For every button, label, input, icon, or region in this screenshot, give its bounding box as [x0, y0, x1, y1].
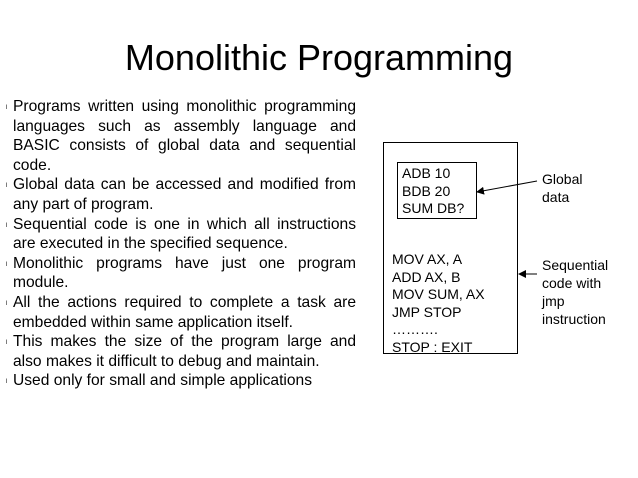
- global-data-line: ADB 10: [402, 165, 451, 181]
- label-line: data: [542, 189, 570, 205]
- bullet-marker: l: [6, 105, 8, 111]
- global-data-line: SUM DB?: [402, 200, 465, 216]
- code-line: STOP : EXIT: [392, 338, 473, 355]
- bullet-text: All the actions required to complete a task are embedded within same application itself.: [13, 293, 356, 331]
- code-line: ADD AX, B: [392, 268, 461, 285]
- bullet-text: Sequential code is one in which all instructions are executed in the specified sequence.: [13, 215, 356, 253]
- global-data-arrow: [477, 181, 537, 192]
- bullet-text: Global data can be accessed and modified from any part of program.: [13, 176, 356, 213]
- code-line: MOV AX, A: [392, 251, 463, 267]
- bullet-text: Programs written using monolithic programming languages such as assembly language and BASIC consists of global data and sequential code.: [13, 98, 356, 174]
- bullet-marker: l: [6, 379, 8, 386]
- slide-title: Monolithic Programming: [124, 37, 514, 78]
- label-line: instruction: [542, 311, 606, 327]
- label-line: code with: [542, 275, 602, 291]
- code-line: MOV SUM, AX: [392, 286, 485, 302]
- bullet-marker: l: [6, 340, 8, 347]
- bullet-marker: l: [6, 300, 8, 307]
- global-data-label: [542, 170, 582, 206]
- bullet-text: This makes the size of the program large and also makes it difficult to debug and maintain.: [13, 333, 356, 370]
- code-line: ……….: [392, 321, 438, 337]
- label-line: Global: [542, 171, 583, 187]
- bullet-text: Monolithic programs have just one program module.: [13, 254, 356, 292]
- label-line: Sequential: [542, 257, 609, 273]
- label-line: jmp: [542, 293, 565, 309]
- bullet-marker: l: [6, 183, 8, 190]
- bullet-text: Used only for small and simple applications: [13, 372, 313, 390]
- global-data-line: BDB 20: [402, 182, 451, 199]
- code-line: JMP STOP: [392, 303, 462, 320]
- bullet-marker: l: [6, 261, 8, 268]
- sequential-code-label: [542, 256, 608, 328]
- bullet-marker: l: [6, 222, 8, 229]
